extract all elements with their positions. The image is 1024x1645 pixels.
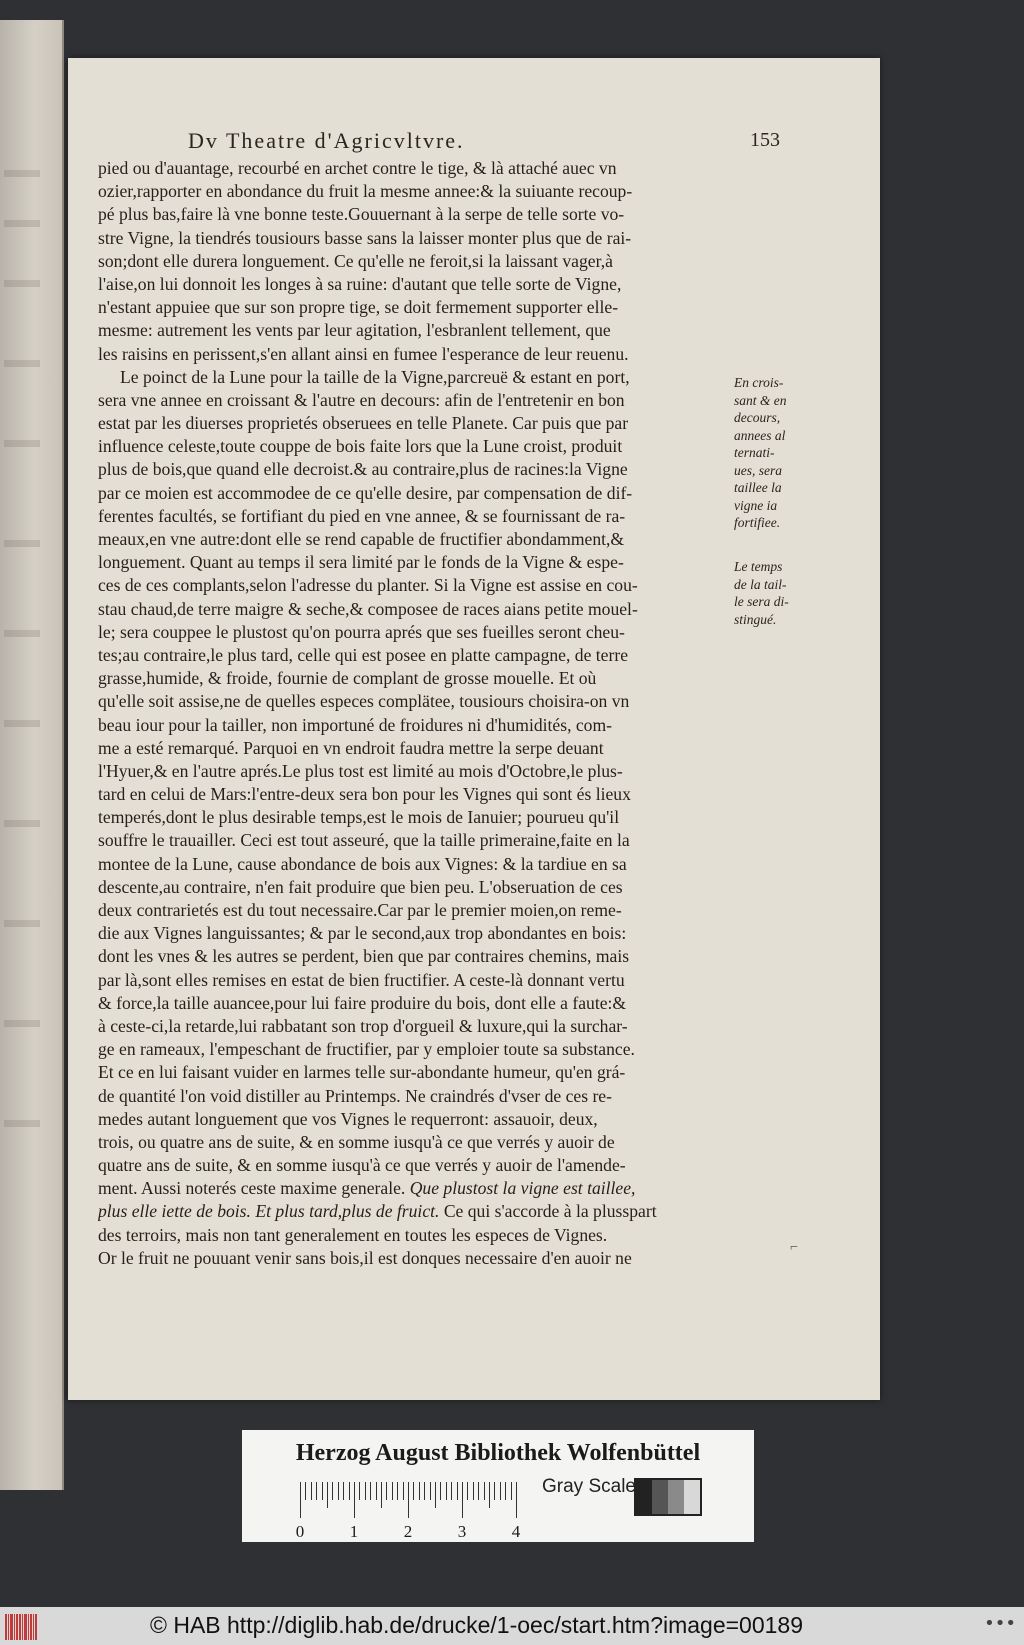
text-line [98,273,798,296]
ruler-tick [408,1482,409,1518]
gray-scale-card [242,1430,754,1542]
text-line-roman: pé plus bas,faire là vne bonne teste.Gouuernant à la serpe de telle sorte vo- [98,204,625,225]
text-line [98,482,798,505]
text-line-roman: ces de ces complants,selon l'adresse du planter. Si la Vigne est assise en cou- [98,575,638,596]
text-line [98,412,798,435]
text-line [98,969,798,992]
ruler-tick [359,1482,360,1500]
text-line-roman: Et ce en lui faisant vuider en larmes telle sur-abondante humeur, qu'en grá- [98,1062,626,1083]
margin-note-line: le sera di- [734,594,789,609]
ruler-tick [462,1482,463,1518]
ruler-tick [376,1482,377,1500]
text-line-roman: mesme: autrement les vents par leur agitation, l'esbranlent tellement, que [98,320,611,341]
ruler-tick [300,1482,301,1518]
ruler-tick [516,1482,517,1518]
text-line [98,992,798,1015]
margin-note-line: vigne ia [734,497,778,513]
ruler-tick [403,1482,404,1500]
text-line-roman: tard en celui de Mars:l'entre-deux sera bon pour les Vignes qui sont és lieux [98,784,631,805]
text-line [98,389,798,412]
ruler-tick [419,1482,420,1500]
text-line-roman: n'estant appuiee que sur son propre tige, se doit fermement supporter elle- [98,297,619,318]
text-line [98,180,798,203]
margin-note-line: sant & en [734,392,787,408]
text-line [98,598,798,621]
ruler-tick [413,1482,414,1500]
text-line-roman: ozier,rapporter en abondance du fruit la mesme annee:& la suiuante recoup- [98,181,633,202]
ruler-tick [381,1482,382,1508]
ruler-tick [484,1482,485,1500]
bleed-through-mark [4,170,40,177]
text-line-roman: dont les vnes & les autres se perdent, bien que par contraires chemins, mais [98,946,630,967]
ruler-tick [489,1482,490,1508]
text-line [98,714,798,737]
ruler-number: 0 [295,1522,305,1541]
ruler-tick [440,1482,441,1500]
text-line-roman: les raisins en perissent,s'en allant ainsi en fumee l'esperance de leur reuenu. [98,343,629,364]
ruler-tick [311,1482,312,1500]
text-line-roman: montee de la Lune, cause abondance de bois aux Vignes: & la tardiue en sa [98,853,627,874]
text-line-roman: Or le fruit ne pouuant venir sans bois,il est donques necessaire d'en auoir ne [98,1247,632,1268]
text-line [98,853,798,876]
text-line-roman: ment. Aussi noterés ceste maxime generale. [98,1178,410,1199]
text-line [98,319,798,342]
text-line-roman: Ce qui s'accorde à la plusspart [439,1201,657,1222]
ruler-number: 2 [403,1522,413,1541]
text-line [98,1015,798,1038]
logo-bar [10,1614,13,1640]
margin-note-line: taillee la [734,480,782,495]
bleed-through-mark [4,220,40,227]
text-line [98,435,798,458]
logo-bar [16,1614,18,1640]
ruler-tick [343,1482,344,1500]
bleed-through-mark [4,1020,40,1027]
text-line-roman: plus de bois,que quand elle decroist.& au contraire,plus de racines:la Vigne [98,459,628,480]
text-line-roman: beau iour pour la tailler, non importuné de froidures ni d'humidités, com- [98,714,613,735]
text-line [98,1061,798,1084]
bleed-through-mark [4,920,40,927]
ruler-tick [478,1482,479,1500]
margin-note-line: annees al [734,427,786,443]
text-line-roman: me a esté remarqué. Parquoi en vn endroit faudra mettre la serpe deuant [98,737,604,758]
ruler-number: 3 [457,1522,467,1541]
ruler-tick [392,1482,393,1500]
text-line [98,783,798,806]
text-line [98,644,798,667]
ruler-tick [467,1482,468,1500]
text-line-italic: Que plustost la vigne est taillee, [409,1178,636,1199]
text-line [98,1200,798,1223]
margin-note-temps [734,558,804,628]
text-line-roman: à ceste-ci,la retarde,lui rabbatant son trop d'orgueil & luxure,qui la surchar- [98,1015,628,1036]
text-line-roman: die aux Vignes languissantes; & par le second,aux trop abondantes en bois: [98,923,627,944]
text-line [98,922,798,945]
text-line-roman: par là,sont elles remises en estat de bien fructifier. A ceste-là donnant vertu [98,969,625,990]
margin-note-lune [734,374,804,532]
text-line-roman: ferentes facultés, se fortifiant du pied en vne annee, & se fournissant de ra- [98,505,626,526]
ruler-tick [511,1482,512,1500]
footer-bar [0,1607,1024,1645]
text-line [98,366,798,389]
ruler [300,1482,522,1518]
text-line [98,876,798,899]
text-line-roman: pied ou d'auantage, recourbé en archet contre le tige, & là attaché auec vn [98,158,617,178]
library-name: Herzog August Bibliothek Wolfenbüttel [295,1440,701,1466]
ruler-tick [430,1482,431,1500]
ruler-tick [424,1482,425,1500]
margin-note-line: En crois- [734,375,784,390]
book-page [68,58,880,1400]
bleed-through-mark [4,630,40,637]
text-line-roman: stau chaud,de terre maigre & seche,& composee de races aians petite mouel- [98,598,638,619]
text-line [98,806,798,829]
text-line-roman: de quantité l'on void distiller au Printemps. Ne craindrés d'vser de ces re- [98,1085,612,1106]
text-line [98,528,798,551]
stray-mark: ⌐ [790,1240,798,1255]
text-line-roman: ge en rameaux, l'empeschant de fructifier, par y emploier toute sa substance. [98,1039,635,1060]
text-line [98,1247,798,1270]
gray-swatch [668,1480,684,1514]
text-line [98,343,798,366]
page-number: 153 [750,129,780,151]
text-line [98,227,798,250]
gray-swatch [636,1480,652,1514]
text-line [98,1131,798,1154]
hab-logo-icon [5,1614,45,1640]
text-line [98,1085,798,1108]
text-line [98,760,798,783]
previous-page-edge [0,20,64,1490]
text-line [98,737,798,760]
gray-scale-swatches [634,1478,702,1516]
text-line [98,574,798,597]
ruler-tick [451,1482,452,1500]
text-line-roman: souffre le trauailler. Ceci est tout asseuré, que la taille primeraine,faite en la [98,830,630,851]
ruler-tick [505,1482,506,1500]
bleed-through-mark [4,1120,40,1127]
text-line-roman: deux contrarietés est du tout necessaire.Car par le premier moien,on reme- [98,900,622,920]
text-line-roman: temperés,dont le plus desirable temps,est le mois de Ianuier; pourueu qu'il [98,807,620,828]
ruler-tick [354,1482,355,1518]
text-line [98,690,798,713]
gray-scale-label: Gray Scale [542,1476,636,1497]
text-line-roman: & force,la taille auancee,pour lui faire produire du bois, dont elle a faute:& [98,992,627,1013]
ruler-tick [305,1482,306,1500]
text-line-roman: par ce moien est accommodee de ce qu'elle desire, par compensation de dif- [98,482,633,503]
text-line-roman: l'Hyuer,& en l'autre aprés.Le plus tost est limité au mois d'Octobre,le plus- [98,760,623,781]
text-line [98,945,798,968]
ruler-tick [435,1482,436,1508]
text-line-roman: medes autant longuement que vos Vignes le requerront: assauoir, deux, [98,1108,598,1129]
gray-swatch [652,1480,668,1514]
logo-bar [14,1614,15,1640]
text-line-roman: trois, ou quatre ans de suite, & en somme iusqu'à ce que verrés y auoir de [98,1131,615,1152]
ruler-tick [446,1482,447,1500]
text-line [98,250,798,273]
margin-note-line: stingué. [734,611,777,627]
margin-note-line: fortifiee. [734,515,781,530]
margin-note-line: ternati- [734,445,775,460]
running-head: Dv Theatre d'Agricvltvre. [188,128,465,153]
text-line [98,899,798,922]
text-line-roman: son;dont elle durera longuement. Ce qu'elle ne feroit,si la laissant vager,à [98,250,613,271]
text-line-italic: plus elle iette de bois. Et plus tard,plus de fruict. [98,1201,440,1222]
text-line [98,203,798,226]
text-line-roman: sera vne annee en croissant & l'autre en decours: afin de l'entretenir en bon [98,389,625,410]
text-line [98,1108,798,1131]
body-text [98,157,798,1270]
logo-bar [35,1614,37,1640]
ruler-tick [473,1482,474,1500]
ruler-tick [365,1482,366,1500]
logo-bar [24,1614,27,1640]
text-line [98,505,798,528]
margin-note-line: Le temps [734,559,783,574]
text-line-roman: grasse,humide, & froide, fournie de complant de grosse mouelle. Et où [98,668,597,689]
logo-bar [33,1614,34,1640]
margin-note-line: de la tail- [734,576,787,592]
margin-note-line: ues, sera [734,462,782,478]
text-line [98,667,798,690]
text-line-roman: quatre ans de suite, & en somme iusqu'à ce que verrés y auoir de l'amende- [98,1155,626,1176]
text-line [98,1177,798,1200]
text-line-roman: l'aise,on lui donnoit les longes à sa ruine: d'autant que telle sorte de Vigne, [98,273,622,294]
more-icon[interactable]: ••• [984,1613,1016,1634]
bleed-through-mark [4,820,40,827]
text-line-roman: tes;au contraire,le plus tard, celle qui est posee en platte campagne, de terre [98,644,629,665]
logo-bar [22,1614,23,1640]
logo-bar [30,1614,32,1640]
text-line [98,458,798,481]
text-line-roman: des terroirs, mais non tant generalement en toutes les especes de Vignes. [98,1224,608,1245]
text-line [98,296,798,319]
text-line [98,1224,798,1247]
bleed-through-mark [4,540,40,547]
text-line-roman: qu'elle soit assise,ne de quelles especes complätee, tousiours choisira-on vn [98,691,630,712]
logo-bar [5,1614,7,1640]
text-line [98,551,798,574]
ruler-tick [338,1482,339,1500]
bleed-through-mark [4,280,40,287]
ruler-tick [500,1482,501,1500]
text-line-roman: stre Vigne, la tiendrés tousiours basse sans la laisser monter plus que de rai- [98,227,632,248]
ruler-tick [349,1482,350,1500]
margin-note-line: decours, [734,410,781,425]
bleed-through-mark [4,440,40,447]
text-line [98,1038,798,1061]
text-line-roman: longuement. Quant au temps il sera limité par le fonds de la Vigne & espe- [98,552,624,573]
ruler-tick [386,1482,387,1500]
text-line [98,1154,798,1177]
footer-url[interactable]: © HAB http://diglib.hab.de/drucke/1-oec/start.htm?image=00189 [150,1612,804,1638]
ruler-tick [457,1482,458,1500]
text-line [98,621,798,644]
logo-bar [19,1614,21,1640]
ruler-tick [322,1482,323,1500]
text-line-roman: meaux,en vne autre:dont elle se rend capable de fructifier abondamment,& [98,529,625,549]
text-line-roman: le; sera couppee le plustost qu'on pourra aprés que ses fueilles seront cheu- [98,621,625,642]
ruler-tick [316,1482,317,1500]
ruler-tick [332,1482,333,1500]
logo-bar [8,1614,9,1640]
logo-bar [28,1614,29,1640]
gray-swatch [684,1480,700,1514]
text-line-roman: Le poinct de la Lune pour la taille de la Vigne,parcreuë & estant en port, [120,366,630,387]
text-line [98,829,798,852]
ruler-tick [370,1482,371,1500]
ruler-number: 4 [511,1522,521,1541]
ruler-tick [397,1482,398,1500]
ruler-tick [494,1482,495,1500]
ruler-number: 1 [349,1522,359,1541]
text-line-roman: estat par les diuerses proprietés obseruees en telle Planete. Car puis que par [98,413,629,434]
text-line [98,157,798,180]
text-line-roman: influence celeste,toute couppe de bois faite lors que la Lune croist, produit [98,436,623,457]
text-line-roman: descente,au contraire, n'en fait produire que bien peu. L'obseruation de ces [98,876,623,897]
bleed-through-mark [4,360,40,367]
bleed-through-mark [4,720,40,727]
ruler-tick [327,1482,328,1508]
